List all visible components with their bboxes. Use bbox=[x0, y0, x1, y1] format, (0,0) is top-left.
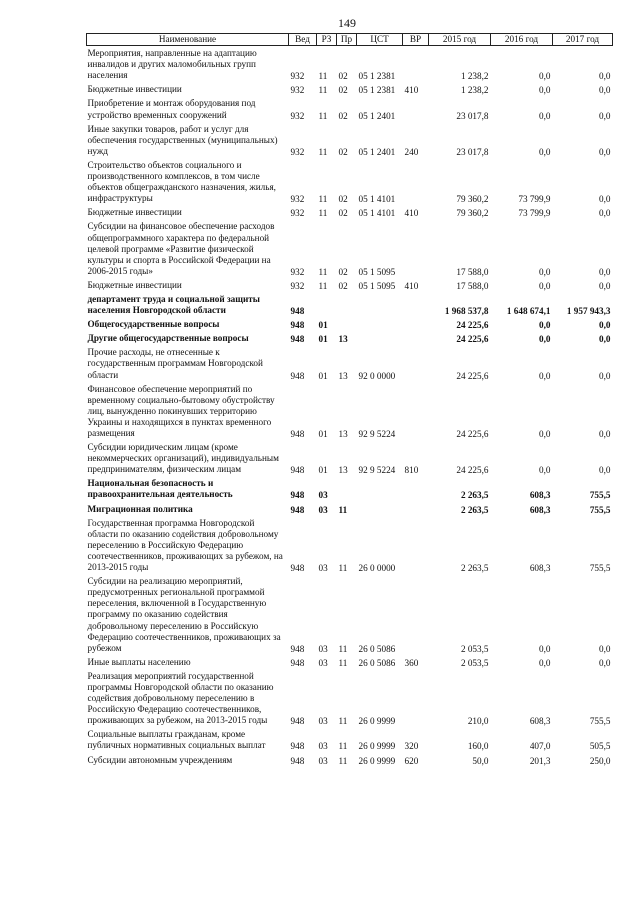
cell-vr: 620 bbox=[404, 755, 419, 766]
cell-vr bbox=[403, 96, 429, 121]
cell-name: Мероприятия, направленные на адаптацию инвалидов и других маломобильных групп населения bbox=[87, 48, 257, 81]
table-row bbox=[87, 122, 613, 158]
cell-cst: 05 1 2381 bbox=[358, 71, 396, 82]
cell-cst bbox=[357, 317, 403, 331]
cell-rz: 01 bbox=[318, 370, 328, 381]
cell-cst: 92 9 5224 bbox=[358, 429, 396, 439]
cell-2016: 0,0 bbox=[539, 146, 551, 157]
column-header-2015: 2015 год bbox=[429, 34, 491, 46]
cell-cst: 05 1 4101 bbox=[358, 194, 396, 205]
cell-rz: 01 bbox=[318, 429, 328, 439]
table-row bbox=[87, 574, 613, 655]
cell-pr: 11 bbox=[338, 657, 348, 668]
table-row bbox=[87, 331, 613, 345]
cell-ved: 948 bbox=[290, 334, 305, 345]
cell-2016: 608,3 bbox=[529, 563, 551, 574]
cell-ved: 948 bbox=[290, 490, 305, 501]
cell-2015: 23 017,8 bbox=[456, 146, 489, 157]
cell-name: департамент труда и социальной защиты населения Новгородской области bbox=[87, 293, 260, 316]
cell-2015: 24 225,6 bbox=[456, 334, 489, 345]
cell-ved: 932 bbox=[290, 110, 305, 121]
cell-vr bbox=[403, 331, 429, 345]
cell-2017: 0,0 bbox=[599, 146, 611, 157]
cell-pr: 02 bbox=[338, 71, 348, 82]
cell-2016: 73 799,9 bbox=[518, 194, 551, 205]
cell-vr bbox=[403, 382, 429, 440]
cell-2015: 160,0 bbox=[467, 741, 489, 752]
cell-pr bbox=[337, 476, 357, 501]
cell-2017: 250,0 bbox=[589, 755, 611, 766]
cell-2015: 1 238,2 bbox=[460, 71, 489, 82]
cell-pr: 13 bbox=[338, 465, 348, 476]
cell-name: Финансовое обеспечение мероприятий по временному социально-бытовому обустройству лиц, вынужденно покинувших территорию Украины и находящихся в пунктах временного размещения bbox=[87, 383, 275, 438]
table-row bbox=[87, 669, 613, 727]
cell-rz: 11 bbox=[318, 194, 328, 205]
cell-ved: 948 bbox=[290, 716, 305, 727]
cell-2016: 0,0 bbox=[539, 266, 551, 277]
cell-name: Национальная безопасность и правоохранительная деятельность bbox=[87, 478, 233, 500]
cell-2017: 0,0 bbox=[599, 370, 611, 381]
cell-vr bbox=[403, 46, 429, 83]
cell-2017: 0,0 bbox=[599, 465, 611, 476]
cell-rz: 11 bbox=[318, 110, 328, 121]
cell-pr: 11 bbox=[338, 643, 348, 654]
cell-2015: 1 238,2 bbox=[460, 85, 489, 96]
cell-name: Прочие расходы, не отнесенные к государственным программам Новгородской области bbox=[87, 347, 263, 380]
cell-2016: 0,0 bbox=[539, 85, 551, 96]
cell-rz: 03 bbox=[318, 741, 328, 752]
cell-vr bbox=[403, 292, 429, 317]
cell-vr: 360 bbox=[404, 657, 419, 668]
cell-vr bbox=[403, 574, 429, 655]
cell-2015: 17 588,0 bbox=[456, 266, 489, 277]
column-header-vr: ВР bbox=[403, 34, 429, 46]
cell-2017: 755,5 bbox=[589, 716, 611, 727]
cell-vr: 410 bbox=[404, 208, 419, 219]
cell-name: Бюджетные инвестиции bbox=[87, 207, 182, 218]
cell-name: Другие общегосударственные вопросы bbox=[87, 333, 249, 344]
cell-pr: 11 bbox=[338, 563, 348, 574]
table-header-row bbox=[87, 34, 613, 46]
cell-cst: 05 1 2401 bbox=[358, 110, 396, 121]
cell-pr: 11 bbox=[338, 755, 348, 766]
cell-cst bbox=[357, 292, 403, 317]
cell-cst: 26 0 5086 bbox=[358, 657, 396, 668]
table-row bbox=[87, 476, 613, 501]
cell-vr bbox=[403, 476, 429, 501]
cell-rz: 03 bbox=[318, 657, 328, 668]
column-header-pr: Пр bbox=[337, 34, 357, 46]
cell-2015: 24 225,6 bbox=[456, 465, 489, 476]
table-row bbox=[87, 46, 613, 83]
cell-2016: 608,3 bbox=[529, 490, 551, 501]
cell-ved: 948 bbox=[290, 657, 305, 668]
cell-2015: 79 360,2 bbox=[456, 194, 489, 205]
cell-pr bbox=[337, 317, 357, 331]
cell-rz: 01 bbox=[318, 465, 328, 476]
cell-pr: 11 bbox=[338, 504, 348, 515]
cell-ved: 932 bbox=[290, 266, 305, 277]
table-row bbox=[87, 440, 613, 476]
cell-2017: 0,0 bbox=[599, 643, 611, 654]
column-header-2016: 2016 год bbox=[491, 34, 553, 46]
cell-cst: 92 0 0000 bbox=[358, 370, 396, 381]
cell-2016: 0,0 bbox=[539, 370, 551, 381]
table-row bbox=[87, 317, 613, 331]
cell-2017: 0,0 bbox=[599, 208, 611, 219]
cell-rz: 11 bbox=[318, 280, 328, 291]
cell-rz: 03 bbox=[318, 504, 328, 515]
cell-vr: 810 bbox=[404, 465, 419, 476]
cell-vr bbox=[403, 516, 429, 574]
cell-2017: 755,5 bbox=[589, 490, 611, 501]
table-row bbox=[87, 205, 613, 219]
cell-ved: 932 bbox=[290, 194, 305, 205]
cell-2016: 0,0 bbox=[539, 110, 551, 121]
cell-pr: 11 bbox=[338, 716, 348, 727]
cell-rz: 03 bbox=[318, 490, 328, 501]
cell-ved: 948 bbox=[290, 741, 305, 752]
cell-vr bbox=[403, 219, 429, 277]
cell-rz: 11 bbox=[318, 146, 328, 157]
cell-2016: 0,0 bbox=[539, 643, 551, 654]
column-header-rz: РЗ bbox=[317, 34, 337, 46]
cell-name: Приобретение и монтаж оборудования под устройство временных сооружений bbox=[87, 98, 256, 120]
cell-cst: 26 0 0000 bbox=[358, 563, 396, 574]
cell-pr: 02 bbox=[338, 208, 348, 219]
cell-rz: 11 bbox=[318, 71, 328, 82]
cell-rz: 11 bbox=[318, 266, 328, 277]
cell-pr: 02 bbox=[338, 85, 348, 96]
column-header-2017: 2017 год bbox=[553, 34, 613, 46]
cell-name: Миграционная политика bbox=[87, 503, 193, 514]
cell-ved: 948 bbox=[290, 643, 305, 654]
cell-name: Бюджетные инвестиции bbox=[87, 279, 182, 290]
cell-cst: 26 0 9999 bbox=[358, 755, 396, 766]
cell-rz: 11 bbox=[318, 85, 328, 96]
cell-2016: 0,0 bbox=[539, 429, 551, 439]
column-header-ved: Вед bbox=[289, 34, 317, 46]
cell-2015: 2 053,5 bbox=[460, 643, 489, 654]
cell-2015: 24 225,6 bbox=[456, 429, 489, 439]
cell-2016: 608,3 bbox=[529, 716, 551, 727]
cell-cst bbox=[357, 502, 403, 516]
table-body bbox=[87, 46, 613, 767]
cell-2017: 0,0 bbox=[599, 266, 611, 277]
cell-2015: 79 360,2 bbox=[456, 208, 489, 219]
cell-rz bbox=[317, 292, 337, 317]
table-row bbox=[87, 382, 613, 440]
cell-ved: 948 bbox=[290, 370, 305, 381]
cell-pr: 02 bbox=[338, 280, 348, 291]
cell-vr bbox=[403, 158, 429, 205]
cell-name: Строительство объектов социального и производственного комплексов, в том числе объектов общегражданского назначения, жилья, инфраструктуры bbox=[87, 159, 276, 204]
cell-2017: 0,0 bbox=[599, 71, 611, 82]
cell-pr: 13 bbox=[338, 334, 348, 345]
table-row bbox=[87, 219, 613, 277]
cell-name: Государственная программа Новгородской области по оказанию содействия добровольному переселению в Российскую Федерацию соотечественников, проживающих за рубежом, на 2013-2015 годы bbox=[87, 517, 283, 573]
cell-2016: 1 648 674,1 bbox=[506, 306, 551, 317]
cell-name: Субсидии юридическим лицам (кроме некоммерческих организаций), индивидуальным предпринимателям, физическим лицам bbox=[87, 442, 279, 475]
table-row bbox=[87, 753, 613, 767]
cell-rz: 03 bbox=[318, 563, 328, 574]
cell-pr: 02 bbox=[338, 110, 348, 121]
cell-pr bbox=[337, 292, 357, 317]
cell-name: Общегосударственные вопросы bbox=[87, 319, 220, 330]
cell-2016: 0,0 bbox=[539, 320, 551, 331]
cell-ved: 948 bbox=[290, 755, 305, 766]
cell-ved: 948 bbox=[290, 563, 305, 574]
cell-rz: 03 bbox=[318, 755, 328, 766]
cell-2016: 73 799,9 bbox=[518, 208, 551, 219]
table-row bbox=[87, 502, 613, 516]
cell-2017: 755,5 bbox=[589, 504, 611, 515]
cell-2016: 0,0 bbox=[539, 334, 551, 345]
table-row bbox=[87, 727, 613, 752]
cell-ved: 948 bbox=[290, 465, 305, 476]
cell-rz: 01 bbox=[318, 334, 328, 345]
cell-rz: 03 bbox=[318, 643, 328, 654]
cell-ved: 948 bbox=[290, 320, 305, 331]
cell-2017: 0,0 bbox=[599, 334, 611, 345]
cell-cst bbox=[357, 476, 403, 501]
cell-ved: 932 bbox=[290, 280, 305, 291]
cell-2017: 0,0 bbox=[599, 429, 611, 439]
cell-name: Субсидии на реализацию мероприятий, предусмотренных региональной программой переселения, включенной в Государственную программу по оказанию содействия добровольному переселению в Российскую Федерацию соотечественников, проживающих за рубежом bbox=[87, 576, 281, 653]
table-row bbox=[87, 82, 613, 96]
table-row bbox=[87, 292, 613, 317]
cell-cst: 05 1 5095 bbox=[358, 280, 396, 291]
cell-vr: 240 bbox=[404, 146, 419, 157]
cell-ved: 932 bbox=[290, 71, 305, 82]
cell-2015: 24 225,6 bbox=[456, 370, 489, 381]
table-row bbox=[87, 96, 613, 121]
cell-2015: 2 263,5 bbox=[460, 563, 489, 574]
cell-2016: 201,3 bbox=[529, 755, 551, 766]
cell-cst: 26 0 9999 bbox=[358, 741, 396, 752]
cell-pr: 13 bbox=[338, 370, 348, 381]
cell-name: Субсидии на финансовое обеспечение расходов общепрограммного характера по федеральной целевой программе «Развитие физической культуры и спорта в Российской Федерации на 2006-2015 годы» bbox=[87, 221, 275, 276]
cell-cst bbox=[357, 331, 403, 345]
cell-vr bbox=[403, 669, 429, 727]
cell-name: Субсидии автономным учреждениям bbox=[87, 754, 233, 765]
cell-pr: 11 bbox=[338, 741, 348, 752]
cell-ved: 932 bbox=[290, 85, 305, 96]
cell-name: Социальные выплаты гражданам, кроме публичных нормативных социальных выплат bbox=[87, 729, 266, 751]
cell-rz: 01 bbox=[318, 320, 328, 331]
cell-2016: 608,3 bbox=[529, 504, 551, 515]
table-row bbox=[87, 278, 613, 292]
cell-vr bbox=[403, 345, 429, 381]
cell-2015: 17 588,0 bbox=[456, 280, 489, 291]
cell-ved: 932 bbox=[290, 146, 305, 157]
cell-2015: 23 017,8 bbox=[456, 110, 489, 121]
cell-2017: 505,5 bbox=[589, 741, 611, 752]
table-row bbox=[87, 655, 613, 669]
column-header-name: Наименование bbox=[87, 34, 289, 46]
page-number: 149 bbox=[338, 16, 356, 30]
cell-2016: 0,0 bbox=[539, 465, 551, 476]
cell-2017: 0,0 bbox=[599, 280, 611, 291]
cell-2016: 0,0 bbox=[539, 657, 551, 668]
cell-ved: 948 bbox=[290, 429, 305, 439]
cell-vr: 410 bbox=[404, 85, 419, 96]
cell-pr: 13 bbox=[338, 429, 348, 439]
cell-ved: 948 bbox=[290, 306, 305, 317]
cell-cst: 05 1 4101 bbox=[358, 208, 396, 219]
budget-table bbox=[86, 33, 613, 767]
cell-cst: 26 0 5086 bbox=[358, 643, 396, 654]
cell-name: Бюджетные инвестиции bbox=[87, 84, 182, 95]
cell-name: Иные выплаты населению bbox=[87, 656, 191, 667]
cell-2015: 2 263,5 bbox=[460, 504, 489, 515]
cell-cst: 05 1 2401 bbox=[358, 146, 396, 157]
table-row bbox=[87, 345, 613, 381]
cell-2015: 24 225,6 bbox=[456, 320, 489, 331]
cell-2017: 0,0 bbox=[599, 194, 611, 205]
cell-2017: 755,5 bbox=[589, 563, 611, 574]
cell-2016: 0,0 bbox=[539, 280, 551, 291]
cell-cst: 26 0 9999 bbox=[358, 716, 396, 727]
cell-pr: 02 bbox=[338, 194, 348, 205]
cell-pr: 02 bbox=[338, 266, 348, 277]
cell-pr: 02 bbox=[338, 146, 348, 157]
table-row bbox=[87, 158, 613, 205]
cell-rz: 11 bbox=[318, 208, 328, 219]
cell-cst: 92 9 5224 bbox=[358, 465, 396, 476]
cell-ved: 932 bbox=[290, 208, 305, 219]
cell-2016: 407,0 bbox=[529, 741, 551, 752]
cell-name: Реализация мероприятий государственной программы Новгородской области по оказанию содействия добровольному переселению в Российскую Федерацию соотечественников, проживающих за рубежом, на 2013-2015 годы bbox=[87, 670, 274, 726]
cell-cst: 05 1 2381 bbox=[358, 85, 396, 96]
cell-2015: 50,0 bbox=[472, 755, 489, 766]
cell-2016: 0,0 bbox=[539, 71, 551, 82]
cell-2015: 1 968 537,8 bbox=[444, 306, 489, 317]
cell-name: Иные закупки товаров, работ и услуг для обеспечения государственных (муниципальных) нужд bbox=[87, 123, 278, 156]
cell-ved: 948 bbox=[290, 504, 305, 515]
cell-vr bbox=[403, 502, 429, 516]
cell-2017: 0,0 bbox=[599, 85, 611, 96]
cell-2015: 210,0 bbox=[467, 716, 489, 727]
cell-vr bbox=[403, 317, 429, 331]
cell-vr: 410 bbox=[404, 280, 419, 291]
cell-2017: 0,0 bbox=[599, 657, 611, 668]
cell-cst: 05 1 5095 bbox=[358, 266, 396, 277]
table-row bbox=[87, 516, 613, 574]
column-header-cst: ЦСТ bbox=[357, 34, 403, 46]
cell-2017: 0,0 bbox=[599, 320, 611, 331]
cell-2017: 0,0 bbox=[599, 110, 611, 121]
cell-vr: 320 bbox=[404, 741, 419, 752]
cell-2015: 2 053,5 bbox=[460, 657, 489, 668]
cell-2017: 1 957 943,3 bbox=[566, 306, 611, 317]
cell-rz: 03 bbox=[318, 716, 328, 727]
cell-2015: 2 263,5 bbox=[460, 490, 489, 501]
